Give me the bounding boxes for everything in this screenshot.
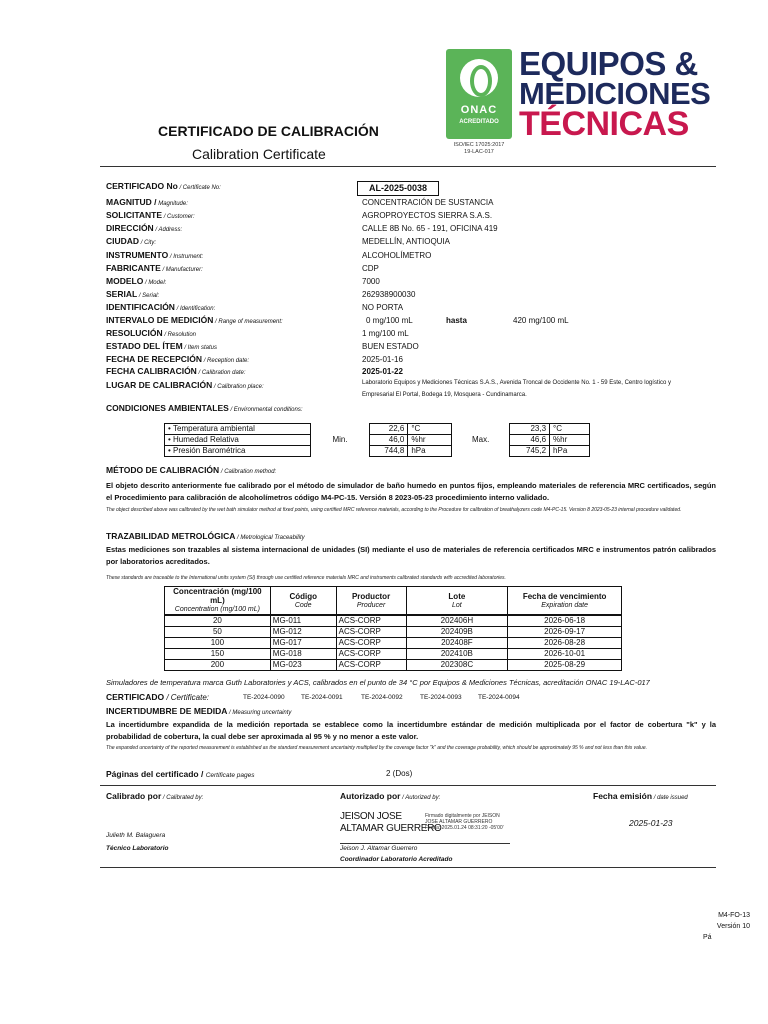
env-param: • Humedad Relativa	[165, 435, 311, 446]
range-to-value: 420 mg/100 mL	[513, 316, 569, 325]
issue-date: 2025-01-23	[629, 818, 673, 828]
certificate-number-label: CERTIFICADO No / Certificate No:	[106, 181, 221, 191]
instrument-label: INSTRUMENTO / Instrument:	[106, 250, 204, 260]
table-row	[165, 638, 622, 649]
onac-iso: ISO/IEC 17025:2017	[453, 142, 505, 148]
calibrator-role: Técnico Laboratorio	[106, 845, 169, 852]
table-cell: MG-011	[270, 615, 336, 627]
method-text: El objeto descrito anteriormente fue calibrado por el método de simulador de baño humedo en puntos fijos, empleando materiales de referencia MRC certificados, según el Procedimiento para calibración de alcoholímetros código M4-PC-15. Versión 8 2023-05-23 procedimiento interno validado.	[106, 481, 716, 502]
digital-signature-stamp: Firmado digitalmente por JEISON JOSE ALTAMAR GUERRERO Fecha: 2025.01.24 08:31:20 -05'00'	[425, 813, 504, 831]
certificate-ref: TE-2024-0091	[301, 694, 343, 701]
company-logo-line2: MEDICIONES	[519, 76, 711, 111]
page-title: CERTIFICADO DE CALIBRACIÓN	[158, 123, 379, 139]
table-row	[165, 627, 622, 638]
method-note: The object described above was calibrated by the wet bath simulator method at fixed points, using certified MRC reference materials, according to the Procedure for calibration of breathalyzers code M4-PC-15. Version 8 2023-05-23 internal procedure validated.	[106, 507, 682, 513]
certificate-ref: TE-2024-0092	[361, 694, 403, 701]
env-min-value: 744,8	[370, 446, 408, 457]
uncertainty-text: La incertidumbre expandida de la medición reportada se establece como la incertidumbre estándar de medición multiplicada por el factor de cobertura "k" y la probabilidad de cobertura, la cual debe ser aproximada al 95 % y no menor a este valor.	[106, 720, 716, 741]
customer-value: AGROPROYECTOS SIERRA S.A.S.	[362, 211, 493, 220]
customer-label: SOLICITANTE / Customer:	[106, 210, 195, 220]
env-max-label: Max.	[452, 424, 510, 457]
item-status-label: ESTADO DEL ÍTEM / Item status	[106, 341, 218, 351]
table-cell: 200	[165, 660, 271, 671]
col-header: Lote Lot	[406, 587, 508, 616]
table-cell: MG-012	[270, 627, 336, 638]
calibration-date-label: FECHA CALIBRACIÓN / Calibration date:	[106, 366, 246, 376]
magnitude-label: MAGNITUD / Magnitude:	[106, 197, 188, 207]
col-header: Productor Producer	[336, 587, 406, 616]
manufacturer-value: CDP	[362, 264, 379, 273]
table-cell: ACS-CORP	[336, 649, 406, 660]
table-cell: 202308C	[406, 660, 508, 671]
env-max-unit: °C	[550, 424, 590, 435]
form-code: M4-FO-13	[718, 912, 750, 919]
table-cell: ACS-CORP	[336, 615, 406, 627]
trace-note: These standards are traceable to the International units system (SI) through use certified reference materials MRC and instruments calibrated standards with accredited laboratories.	[106, 575, 506, 581]
page-number: Pá	[703, 934, 712, 941]
trace-text: Estas mediciones son trazables al sistema internacional de unidades (SI) mediante el uso de materiales de referencia certificados MRC e instrumentos patrón calibrados por laboratorios acreditados.	[106, 545, 716, 566]
table-cell: ACS-CORP	[336, 627, 406, 638]
range-value: 0 mg/100 mL	[366, 316, 413, 325]
table-row	[165, 424, 590, 435]
table-cell: 202408F	[406, 638, 508, 649]
header-divider	[100, 166, 716, 167]
col-header: Código Code	[270, 587, 336, 616]
table-cell: 2026-06-18	[508, 615, 622, 627]
calibration-date-value: 2025-01-22	[362, 367, 403, 376]
env-heading: CONDICIONES AMBIENTALES / Environmental conditions:	[106, 403, 303, 413]
calibration-place-value: Laboratorio Equipos y Mediciones Técnicas S.A.S., Avenida Troncal de Occidente No. 1 - 59 Este, Centro logístico y	[362, 380, 671, 386]
company-logo-line1: EQUIPOS &	[519, 45, 698, 82]
reception-date-value: 2025-01-16	[362, 355, 403, 364]
table-cell: 50	[165, 627, 271, 638]
table-cell: 2026-08-28	[508, 638, 622, 649]
page-subtitle: Calibration Certificate	[192, 146, 326, 162]
uncertainty-heading: INCERTIDUMBRE DE MEDIDA / Measuring uncertainty	[106, 706, 292, 716]
divider	[100, 867, 716, 868]
calibrator-name: Julieth M. Balaguera	[106, 832, 166, 839]
certificate-ref: TE-2024-0090	[243, 694, 285, 701]
manufacturer-label: FABRICANTE / Manufacturer:	[106, 263, 203, 273]
onac-accreditation	[446, 142, 512, 156]
instrument-value: ALCOHOLÍMETRO	[362, 251, 432, 260]
authorizer-name: Jeison J. Altamar Guerrero	[340, 845, 418, 852]
env-max-value: 23,3	[510, 424, 550, 435]
cert-label: CERTIFICADO / Certificate:	[106, 692, 209, 702]
table-cell: MG-018	[270, 649, 336, 660]
authorizer-role: Coordinador Laboratorio Acreditado	[340, 856, 453, 863]
table-row	[165, 435, 590, 446]
item-status-value: BUEN ESTADO	[362, 342, 419, 351]
calibrated-by-label: Calibrado por / Calibrated by:	[106, 791, 204, 801]
env-max-unit: hPa	[550, 446, 590, 457]
table-cell: 202410B	[406, 649, 508, 660]
address-label: DIRECCIÓN / Address:	[106, 223, 183, 233]
table-row	[165, 615, 622, 627]
table-cell: MG-023	[270, 660, 336, 671]
onac-logo	[446, 49, 512, 139]
table-cell: 100	[165, 638, 271, 649]
range-to-label: hasta	[446, 316, 467, 325]
calibration-place-label: LUGAR DE CALIBRACIÓN / Calibration place:	[106, 380, 264, 390]
identification-label: IDENTIFICACIÓN / Identification:	[106, 302, 216, 312]
identification-value: NO PORTA	[362, 303, 404, 312]
method-heading: MÉTODO DE CALIBRACIÓN / Calibration method:	[106, 465, 277, 475]
pages-label: Páginas del certificado / Certificate pages	[106, 769, 255, 779]
model-label: MODELO / Model:	[106, 276, 167, 286]
table-cell: 20	[165, 615, 271, 627]
table-header-row	[165, 587, 622, 616]
col-header: Concentración (mg/100 mL) Concentration (mg/100 mL)	[165, 587, 271, 616]
authorized-by-label: Autorizado por / Autorized by:	[340, 791, 441, 801]
divider	[100, 785, 716, 786]
table-cell: 2025-08-29	[508, 660, 622, 671]
env-max-value: 46,6	[510, 435, 550, 446]
table-cell: 202409B	[406, 627, 508, 638]
table-cell: 150	[165, 649, 271, 660]
issue-date-label: Fecha emisión / date issued	[593, 791, 688, 801]
table-cell: ACS-CORP	[336, 638, 406, 649]
env-max-unit: %hr	[550, 435, 590, 446]
env-max-value: 745,2	[510, 446, 550, 457]
pages-value: 2 (Dos)	[386, 769, 413, 778]
env-min-value: 46,0	[370, 435, 408, 446]
env-min-unit: %hr	[408, 435, 452, 446]
table-cell: ACS-CORP	[336, 660, 406, 671]
simulators-note: Simuladores de temperatura marca Guth Laboratories y ACS, calibrados en el punto de 34 °C por Equipos & Mediciones Técnicas, acreditación ONAC 19-LAC-017	[106, 678, 650, 687]
signature-name: JEISON JOSE ALTAMAR GUERRERO	[340, 811, 442, 834]
footer-meta	[700, 910, 750, 932]
table-cell: 202406H	[406, 615, 508, 627]
traceability-table	[164, 586, 622, 671]
address-value: CALLE 8B No. 65 - 191, OFICINA 419	[362, 224, 498, 233]
table-cell: 2026-09-17	[508, 627, 622, 638]
city-value: MEDELLÍN, ANTIOQUIA	[362, 237, 451, 246]
company-logo-line3: TÉCNICAS	[519, 105, 689, 143]
form-version: Versión 10	[716, 923, 750, 930]
reception-date-label: FECHA DE RECEPCIÓN / Reception date:	[106, 354, 250, 364]
signature-line	[340, 843, 510, 844]
env-min-value: 22,6	[370, 424, 408, 435]
uncertainty-note: The expanded uncertainty of the reported measurement is established as the standard measurement uncertainty multiplied by the coverage factor "k" and the coverage probability, which should be approximately 95 % and not less than this value.	[106, 745, 647, 751]
range-label: INTERVALO DE MEDICIÓN / Range of measurement:	[106, 315, 283, 325]
certificate-ref: TE-2024-0094	[478, 694, 520, 701]
certificate-number-box: AL-2025-0038	[357, 181, 439, 196]
col-header: Fecha de vencimiento Expiration date	[508, 587, 622, 616]
env-min-label: Min.	[310, 424, 370, 457]
certificate-ref: TE-2024-0093	[420, 694, 462, 701]
onac-emblem-icon	[460, 59, 498, 97]
onac-name: ONAC	[460, 104, 498, 116]
resolution-label: RESOLUCIÓN / Resolution	[106, 328, 197, 338]
table-row	[165, 660, 622, 671]
table-cell: MG-017	[270, 638, 336, 649]
table-cell: 2026-10-01	[508, 649, 622, 660]
serial-value: 262938900030	[362, 290, 416, 299]
model-value: 7000	[362, 277, 380, 286]
city-label: CIUDAD / City:	[106, 236, 157, 246]
env-conditions-table	[164, 423, 590, 457]
table-row	[165, 649, 622, 660]
trace-heading: TRAZABILIDAD METROLÓGICA / Metrological Traceability	[106, 531, 305, 541]
onac-accredited: ACREDITADO	[459, 119, 499, 125]
resolution-value: 1 mg/100 mL	[362, 329, 409, 338]
magnitude-value: CONCENTRACIÓN DE SUSTANCIA	[362, 198, 494, 207]
env-param: • Temperatura ambiental	[165, 424, 311, 435]
table-row	[165, 446, 590, 457]
env-min-unit: °C	[408, 424, 452, 435]
onac-code: 19-LAC-017	[464, 149, 494, 155]
place-line2: Empresarial El Portal, Bodega 19, Mosquera - Cundinamarca.	[362, 392, 527, 398]
serial-label: SERIAL / Serial:	[106, 289, 160, 299]
env-param: • Presión Barométrica	[165, 446, 311, 457]
env-min-unit: hPa	[408, 446, 452, 457]
